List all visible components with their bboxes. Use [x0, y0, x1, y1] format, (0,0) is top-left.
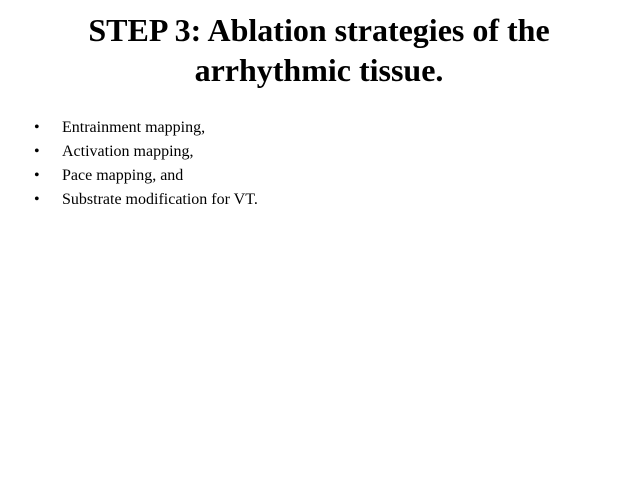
bullet-text: Entrainment mapping,: [62, 119, 206, 136]
slide-title-line-1: STEP 3: Ablation strategies of the: [88, 12, 550, 48]
bullet-text: Pace mapping, and: [62, 167, 184, 184]
bullet-icon: •: [34, 167, 40, 184]
bullet-item-pace-mapping: [34, 164, 594, 188]
bullet-icon: •: [34, 119, 40, 136]
bullet-icon: •: [34, 143, 40, 160]
bullet-item-substrate-modification: [34, 188, 594, 212]
bullet-item-entrainment-mapping: [34, 116, 594, 140]
bullet-text: Activation mapping,: [62, 143, 194, 160]
slide-title-line-2: arrhythmic tissue.: [194, 52, 444, 88]
bullet-icon: •: [34, 191, 40, 208]
bullet-text: Substrate modification for VT.: [62, 191, 258, 208]
bullet-list: [34, 116, 594, 212]
bullet-item-activation-mapping: [34, 140, 594, 164]
slide-title: [40, 10, 598, 90]
